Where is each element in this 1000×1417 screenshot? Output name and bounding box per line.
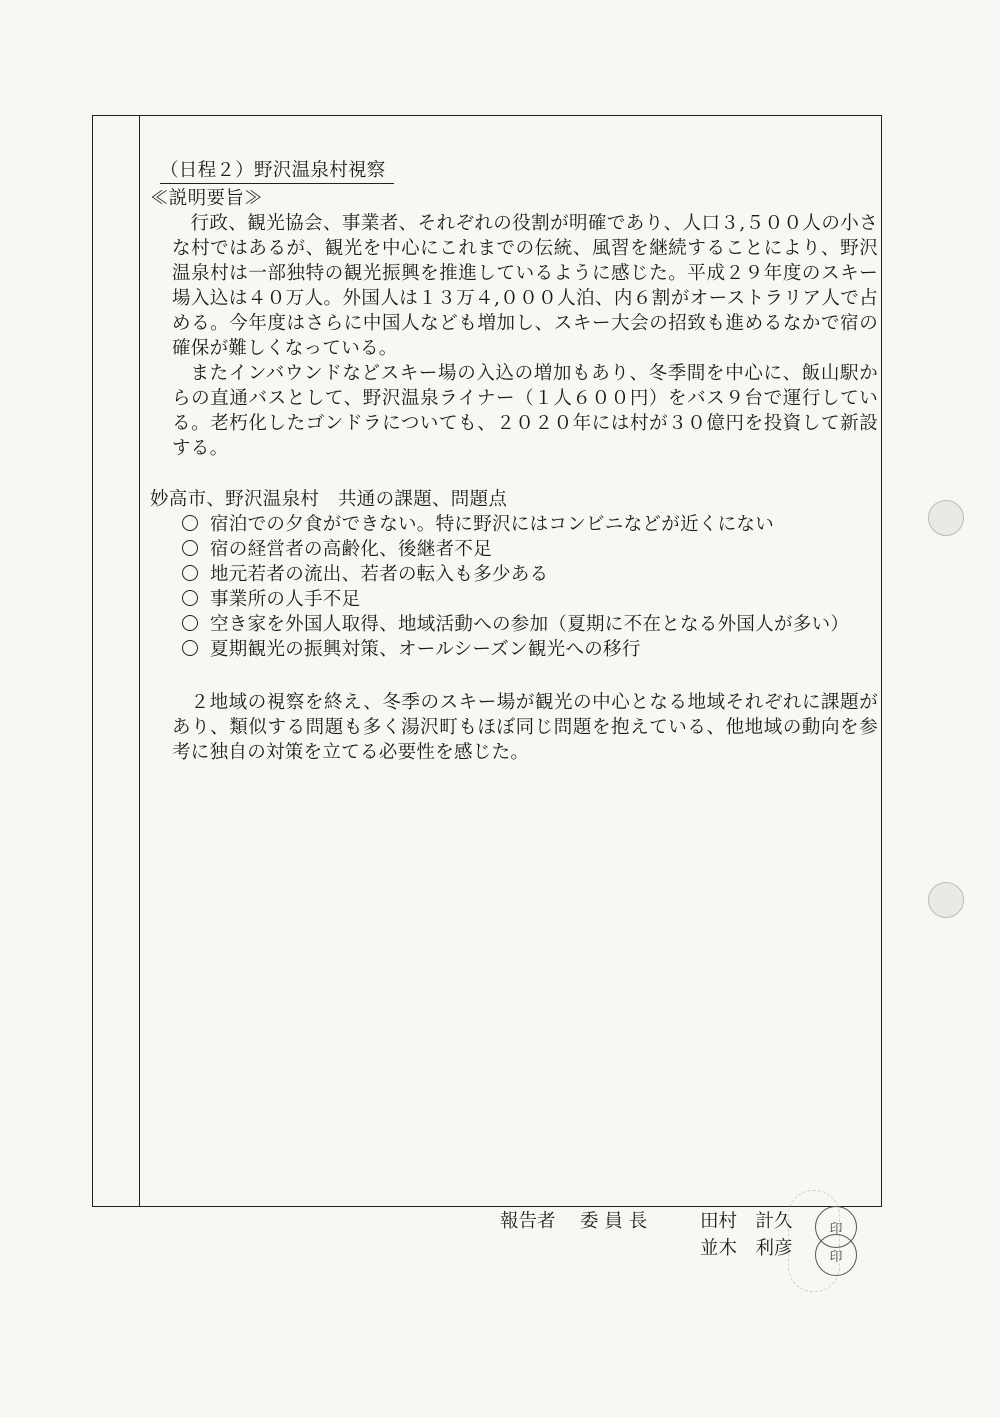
- seal-stamp-2: 印: [815, 1234, 857, 1276]
- reporter-role: 委 員 長: [580, 1211, 648, 1232]
- issue-item: 空き家を外国人取得、地域活動への参加（夏期に不在となる外国人が多い）: [182, 612, 878, 637]
- circle-bullet-icon: [182, 590, 198, 606]
- common-issues-title: 妙高市、野沢温泉村 共通の課題、問題点: [150, 489, 508, 510]
- issues-list: [150, 512, 878, 662]
- left-margin-divider: [139, 116, 140, 1206]
- paragraph-2: またインバウンドなどスキー場の入込の増加もあり、冬季間を中心に、飯山駅からの直通バスとして、野沢温泉ライナー（１人６００円）をバス９台で運行している。老朽化したゴンドラについても、２０２０年には村が３０億円を投資して新設する。: [172, 363, 878, 459]
- punch-hole-top: [928, 500, 964, 536]
- seal-stamp-1: 印: [815, 1206, 857, 1248]
- circle-bullet-icon: [182, 565, 198, 581]
- reporter-name-1: 田村 計久: [700, 1211, 793, 1232]
- conclusion: ２地域の視察を終え、冬季のスキー場が観光の中心となる地域それぞれに課題があり、類似する問題も多く湯沢町もほぼ同じ問題を抱えている、他地域の動向を参考に独自の対策を立てる必要性を感じた。: [172, 692, 878, 763]
- circle-bullet-icon: [182, 515, 198, 531]
- issue-item: 地元若者の流出、若者の転入も多少ある: [182, 562, 878, 587]
- report-body: [150, 158, 878, 784]
- circle-bullet-icon: [182, 615, 198, 631]
- issue-item: 宿泊での夕食ができない。特に野沢にはコンビニなどが近くにない: [182, 512, 878, 537]
- punch-hole-bottom: [928, 882, 964, 918]
- issue-item: 夏期観光の振興対策、オールシーズン観光への移行: [182, 637, 878, 662]
- reporter-block: [500, 1208, 820, 1262]
- reporter-name-2: 並木 利彦: [700, 1238, 793, 1259]
- reporter-label: 報告者: [500, 1211, 556, 1232]
- issue-item: 宿の経営者の高齢化、後継者不足: [182, 537, 878, 562]
- section-title: （日程２）野沢温泉村視察: [160, 159, 394, 184]
- paragraph-1: 行政、観光協会、事業者、それぞれの役割が明確であり、人口３,５００人の小さな村ではあるが、観光を中心にこれまでの伝統、風習を継続することにより、野沢温泉村は一部独特の観光振興を推進しているように感じた。平成２９年度のスキー場入込は４０万人。外国人は１３万４,０００人泊、内６割がオーストラリア人で占める。今年度はさらに中国人なども増加し、スキー大会の招致も進めるなかで宿の確保が難しくなっている。: [172, 213, 878, 359]
- issue-item: 事業所の人手不足: [182, 587, 878, 612]
- circle-bullet-icon: [182, 540, 198, 556]
- section-subtitle: ≪説明要旨≫: [150, 188, 263, 209]
- circle-bullet-icon: [182, 640, 198, 656]
